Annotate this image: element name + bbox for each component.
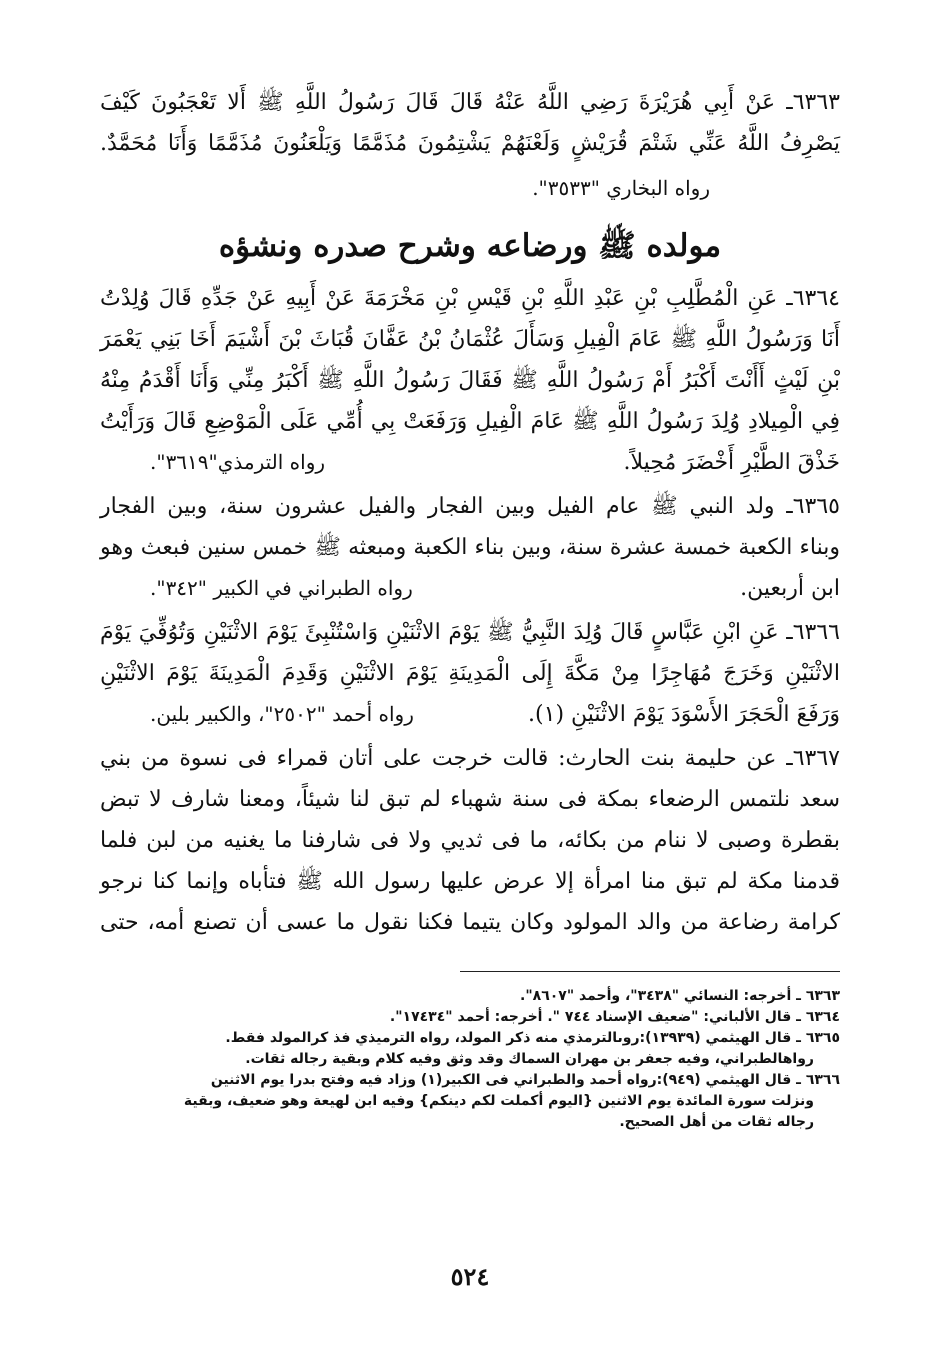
page-number: ٥٢٤ xyxy=(450,1262,490,1291)
text-line: ٦٣٦٤ـ عَنِ الْمُطَّلِبِ بْنِ عَبْدِ اللَّهِ بْنِ قَيْسِ بْنِ مَخْرَمَةَ عَنْ أَبِيهِ عَنْ جَدِّهِ قَالَ وُلِدْتُ xyxy=(100,286,840,311)
hadith-source: رواه الطبراني في الكبير "٣٤٢". xyxy=(150,576,413,600)
hadith-source: رواه البخاري "٣٥٣٣". xyxy=(532,176,710,200)
footnote: ٦٣٦٥ ـ قال الهيثمي (١٣٩٣٩):روىالترمذي منه ذكر المولد، رواه الترميذي فذ كرالمولد فقط. xyxy=(225,1030,840,1046)
text-line: سعد نلتمس الرضعاء بمكة فى سنة شهباء لم تبق لنا شيئاً، ومعنا شارف لا تبض xyxy=(100,787,840,812)
section-heading: مولده ﷺ ورضاعه وشرح صدره ونشؤه xyxy=(218,228,722,264)
text-line-with-source xyxy=(100,568,840,609)
text-line: الاثْنَيْنِ وَخَرَجَ مُهَاجِرًا مِنْ مَكَّةَ إِلَى الْمَدِينَةِ يَوْمَ الاثْنَيْنِ وَقَدِمَ الْمَدِينَةَ يَوْمَ الاثْنَيْنِ xyxy=(100,661,840,686)
footnote-continuation: رجاله ثقات من أهل الصحيح. xyxy=(619,1114,814,1130)
hadith-6367 xyxy=(100,738,840,943)
text-line: ٦٣٦٧ـ عن حليمة بنت الحارث: قالت خرجت على أتان قمراء فى نسوة من بني xyxy=(100,746,840,771)
footnote: ٦٣٦٣ ـ أخرجه: النسائي "٣٤٣٨"، وأحمد "٨٦٠٧". xyxy=(520,988,840,1004)
text-line: يَصْرِفُ اللَّهُ عَنِّي شَتْمَ قُرَيْشٍ وَلَعْنَهُمْ يَشْتِمُونَ مُذَمَّمًا وَيَلْعَنُونَ مُذَمَّمًا وَأَنَا مُحَمَّدٌ. xyxy=(100,131,840,156)
text-line: أَنَا وَرَسُولُ اللَّهِ ﷺ عَامَ الْفِيلِ وَسَأَلَ عُثْمَانُ بْنُ عَفَّانَ قُبَاثَ بْنَ أَشْيَمَ أَخَا بَنِي يَعْمَرَ xyxy=(100,327,840,352)
text-line: ٦٣٦٦ـ عَنِ ابْنِ عَبَّاسٍ قَالَ وُلِدَ النَّبِيُّ ﷺ يَوْمَ الاثْنَيْنِ وَاسْتُنْبِئَ يَوْمَ الاثْنَيْنِ وَتُوُفِّيَ يَوْمَ xyxy=(100,620,840,645)
text-line: وَرَفَعَ الْحَجَرَ الأَسْوَدَ يَوْمَ الاثْنَيْنِ (١). xyxy=(528,702,840,727)
footnote-continuation: رواهالطبراني، وفيه جعفر بن مهران السماك وقد وثق وفيه كلام وبقية رجاله ثقات. xyxy=(245,1051,814,1067)
text-line: بقطرة وصبى لا ننام من بكائه، ما فى ثديي ولا فى شارفنا ما يغنيه من لبن فلما xyxy=(100,828,840,853)
text-line: ابن أربعين. xyxy=(740,576,840,601)
footnote: ٦٣٦٤ ـ قال الألباني: "ضعيف الإسناد ٧٤٤ ". أخرجه: أحمد "١٧٤٣٤". xyxy=(389,1009,840,1025)
hadith-6366 xyxy=(100,612,840,735)
text-line: ٦٣٦٣ـ عَنْ أَبِي هُرَيْرَةَ رَضِي اللَّهُ عَنْهُ قَالَ قَالَ رَسُولُ اللَّهِ ﷺ أَلا تَعْجَبُونَ كَيْفَ xyxy=(100,90,840,115)
footnotes xyxy=(100,986,840,1133)
text-line: بْنِ لَيْثٍ أَأَنْتَ أَكْبَرُ أَمْ رَسُولُ اللَّهِ ﷺ فَقَالَ رَسُولُ اللَّهِ ﷺ أَكْبَرُ مِنِّي وَأَنَا أَقْدَمُ مِنْهُ xyxy=(100,368,840,393)
hadith-6363 xyxy=(100,82,840,210)
text-line: وبناء الكعبة خمسة عشرة سنة، وبين بناء الكعبة ومبعثه ﷺ خمس سنين فبعث وهو xyxy=(100,535,840,560)
text-line-with-source xyxy=(100,694,840,735)
footnote-continuation: ونزلت سورة المائدة يوم الاثنين {اليوم أكملت لكم دينكم} وفيه ابن لهيعة وهو ضعيف، وبقية xyxy=(183,1093,814,1109)
footnote-divider xyxy=(460,971,840,972)
text-line: كرامة رضاعة من والد المولود وكان يتيما فكنا نقول ما عسى أن تصنع أمه، حتى xyxy=(100,910,840,935)
hadith-6365 xyxy=(100,486,840,609)
footnote: ٦٣٦٦ ـ قال الهيثمي (٩٤٩):رواه أحمد والطبراني فى الكبير(١) وزاد فيه وفتح بدرا يوم الاثنين xyxy=(210,1072,840,1088)
text-line: قدمنا مكة لم تبق منا امرأة إلا عرض عليها رسول الله ﷺ فتأباه وإنما كنا نرجو xyxy=(100,869,840,894)
hadith-source: رواه الترمذي"٣٦١٩". xyxy=(150,450,326,474)
text-line: خَذْقَ الطَّيْرِ أَخْضَرَ مُحِيلاً. xyxy=(623,450,840,475)
text-line: فِي الْمِيلادِ وُلِدَ رَسُولُ اللَّهِ ﷺ عَامَ الْفِيلِ وَرَفَعَتْ بِي أُمِّي عَلَى الْمَوْضِعِ قَالَ وَرَأَيْتُ xyxy=(100,409,840,434)
text-line: ٦٣٦٥ـ ولد النبي ﷺ عام الفيل وبين الفجار والفيل عشرون سنة، وبين الفجار xyxy=(100,494,840,519)
text-line-with-source xyxy=(100,442,840,483)
hadith-6364 xyxy=(100,278,840,483)
hadith-source: رواه أحمد "٢٥٠٢"، والكبير بلين. xyxy=(150,702,414,726)
